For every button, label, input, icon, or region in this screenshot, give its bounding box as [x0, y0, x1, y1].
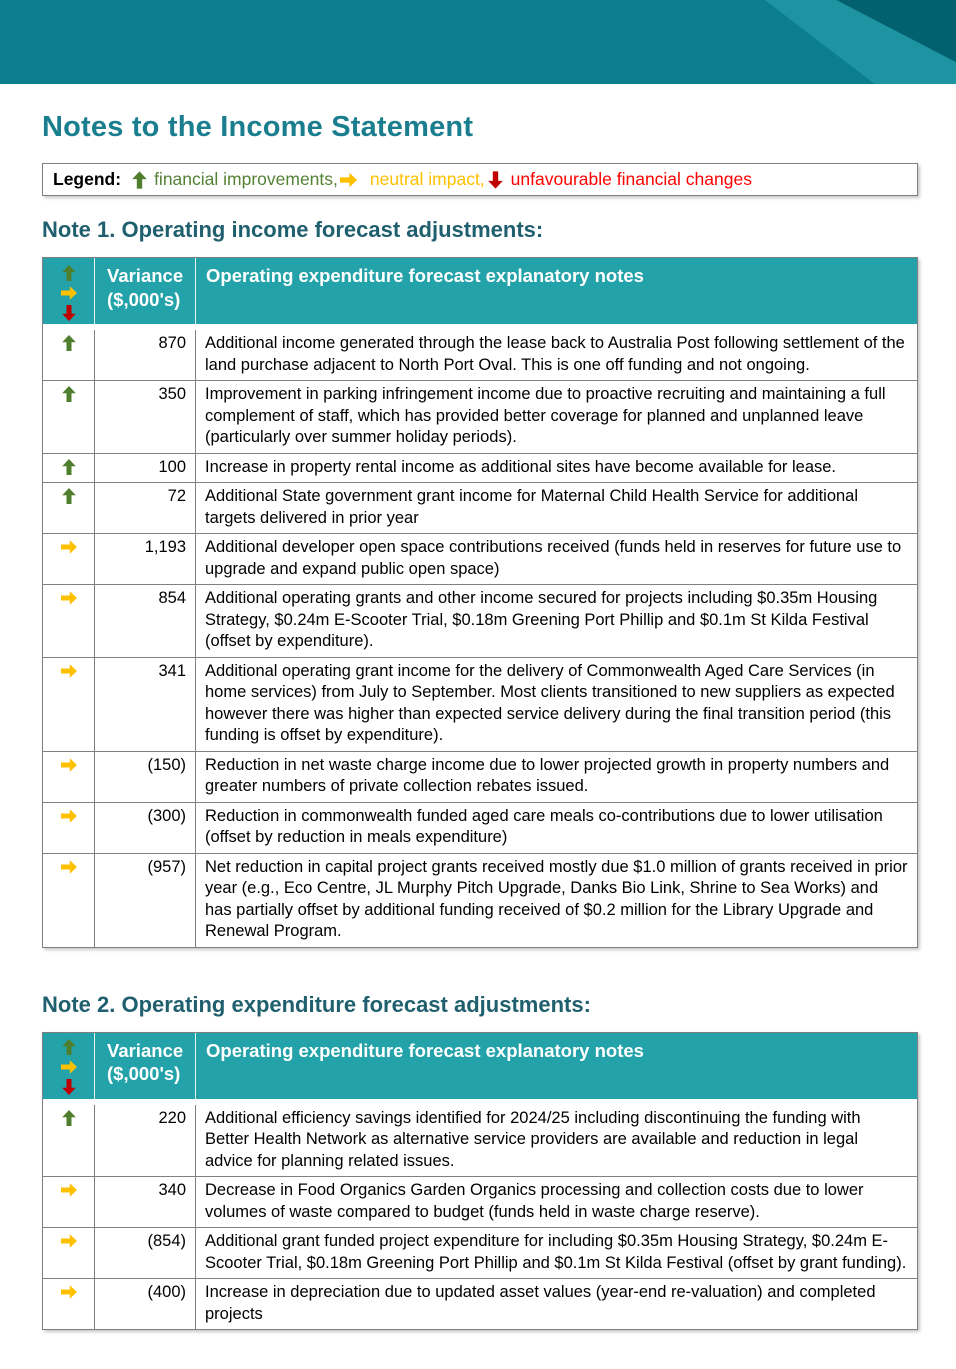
note-text: Additional efficiency savings identified for 2024/25 including discontinuing the funding with Better Health Network as alternative service providers are available and reduction in legal advice for planning related issues.: [196, 1105, 917, 1177]
direction-cell: [43, 453, 95, 483]
note-text: Net reduction in capital project grants received mostly due $1.0 million of grants received in prior year (e.g., Eco Centre, JL Murphy Pitch Upgrade, Danks Bio Link, Shrine to Sea Works) and has partially offset by additional funding received of $0.2 million for the Library Upgrade and Renewal Program.: [196, 853, 917, 947]
variance-value: (400): [95, 1278, 196, 1329]
right-arrow-icon: [61, 1059, 77, 1076]
table-row: [43, 330, 917, 380]
variance-column-header: Variance ($,000's): [95, 258, 196, 330]
up-arrow-icon: [61, 1109, 77, 1126]
direction-cell: [43, 533, 95, 584]
note-text: Improvement in parking infringement income due to proactive recruiting and maintaining a full complement of staff, which has provided better coverage for planned and unplanned leave (particularly over summer holiday periods).: [196, 380, 917, 453]
note-text: Additional developer open space contributions received (funds held in reserves for future use to upgrade and expand public open space): [196, 533, 917, 584]
table-header: [43, 1033, 917, 1105]
variance-value: 870: [95, 330, 196, 380]
note-1-table: [42, 257, 918, 948]
right-arrow-icon: [61, 590, 77, 607]
right-arrow-icon: [61, 1233, 77, 1250]
note-text: Reduction in net waste charge income due to lower projected growth in property numbers and greater numbers of private collection rebates issued.: [196, 751, 917, 802]
right-arrow-icon: [61, 662, 77, 679]
notes-column-header: Operating expenditure forecast explanatory notes: [196, 258, 917, 330]
direction-cell: [43, 751, 95, 802]
variance-value: (300): [95, 802, 196, 853]
table-row: [43, 1278, 917, 1329]
right-arrow-icon: [61, 539, 77, 556]
direction-cell: [43, 330, 95, 380]
up-arrow-icon: [61, 386, 77, 403]
table-row: [43, 1227, 917, 1278]
table-row: [43, 751, 917, 802]
table-row: [43, 802, 917, 853]
right-arrow-icon: [61, 807, 77, 824]
up-arrow-icon: [61, 488, 77, 505]
down-arrow-icon: [61, 304, 77, 321]
note-text: Additional operating grants and other income secured for projects including $0.35m Housing Strategy, $0.24m E-Scooter Trial, $0.18m Greening Port Phillip and $0.1m St Kilda Festival (offset by expenditure).: [196, 584, 917, 657]
up-arrow-icon: [61, 458, 77, 475]
down-arrow-icon: [61, 1079, 77, 1096]
right-arrow-icon: [61, 858, 77, 875]
variance-value: 340: [95, 1176, 196, 1227]
table-row: [43, 657, 917, 751]
variance-value: 350: [95, 380, 196, 453]
legend-item-unfavourable: unfavourable financial changes: [510, 169, 752, 189]
note-2-heading: Note 2. Operating expenditure forecast adjustments:: [42, 991, 591, 1017]
variance-value: 100: [95, 453, 196, 483]
variance-value: 854: [95, 584, 196, 657]
table-header: [43, 258, 917, 330]
up-arrow-icon: [131, 171, 147, 188]
direction-cell: [43, 1278, 95, 1329]
page-title: Notes to the Income Statement: [42, 111, 474, 143]
note-1-heading: Note 1. Operating income forecast adjustments:: [42, 217, 544, 242]
note-1-section: [42, 217, 918, 948]
direction-cell: [43, 482, 95, 533]
table-row: [43, 533, 917, 584]
up-arrow-icon: [61, 1039, 77, 1056]
note-text: Additional income generated through the lease back to Australia Post following settlement of the land purchase adjacent to North Port Oval. This is one off funding and not ongoing.: [196, 330, 917, 380]
legend-label: Legend:: [53, 169, 122, 189]
note-text: Additional operating grant income for the delivery of Commonwealth Aged Care Services (in home services) from July to September. Most clients transitioned to new suppliers as expected however there was higher than expected service delivery during the final transition period (this funding is offset by expenditure).: [196, 657, 917, 751]
banner-decoration-stripe: [0, 0, 956, 84]
direction-cell: [43, 584, 95, 657]
variance-value: 72: [95, 482, 196, 533]
table-row: [43, 853, 917, 947]
down-arrow-icon: [488, 171, 504, 188]
document-body: [0, 111, 956, 1360]
table-row: [43, 584, 917, 657]
variance-value: (957): [95, 853, 196, 947]
variance-value: (854): [95, 1227, 196, 1278]
right-arrow-icon: [61, 756, 77, 773]
table-row: [43, 1105, 917, 1177]
table-row: [43, 380, 917, 453]
right-arrow-icon: [61, 1182, 77, 1199]
note-text: Decrease in Food Organics Garden Organics processing and collection costs due to lower volumes of waste compared to budget (funds held in waste charge reserve).: [196, 1176, 917, 1227]
direction-cell: [43, 380, 95, 453]
direction-cell: [43, 853, 95, 947]
variance-column-header: Variance ($,000's): [95, 1033, 196, 1105]
table-row: [43, 1176, 917, 1227]
table-row: [43, 453, 917, 483]
direction-cell: [43, 1176, 95, 1227]
up-arrow-icon: [61, 264, 77, 281]
note-text: Increase in property rental income as additional sites have become available for lease.: [196, 453, 917, 483]
legend-item-neutral: neutral impact,: [369, 169, 485, 189]
table-row: [43, 482, 917, 533]
variance-value: 341: [95, 657, 196, 751]
note-2-table: [42, 1032, 918, 1331]
note-text: Increase in depreciation due to updated asset values (year-end re-valuation) and completed projects: [196, 1278, 917, 1329]
legend-box: [42, 163, 918, 196]
variance-value: (150): [95, 751, 196, 802]
note-text: Additional State government grant income for Maternal Child Health Service for additional targets delivered in prior year: [196, 482, 917, 533]
notes-column-header: Operating expenditure forecast explanatory notes: [196, 1033, 917, 1105]
direction-cell: [43, 657, 95, 751]
page-banner: [0, 0, 956, 84]
variance-value: 220: [95, 1105, 196, 1177]
variance-value: 1,193: [95, 533, 196, 584]
note-2-section: [42, 992, 918, 1331]
legend-item-improvements: financial improvements,: [154, 169, 338, 189]
direction-cell: [43, 802, 95, 853]
note-text: Additional grant funded project expenditure for including $0.35m Housing Strategy, $0.24m E-Scooter Trial, $0.18m Greening Port Phillip and $0.1m St Kilda Festival (offset by grant funding).: [196, 1227, 917, 1278]
direction-cell: [43, 1227, 95, 1278]
note-text: Reduction in commonwealth funded aged care meals co-contributions due to lower utilisation (offset by reduction in meals expenditure): [196, 802, 917, 853]
direction-legend-column-header: [43, 1033, 95, 1105]
direction-legend-column-header: [43, 258, 95, 330]
direction-cell: [43, 1105, 95, 1177]
right-arrow-icon: [61, 1284, 77, 1301]
right-arrow-icon: [341, 171, 357, 188]
up-arrow-icon: [61, 335, 77, 352]
right-arrow-icon: [61, 284, 77, 301]
